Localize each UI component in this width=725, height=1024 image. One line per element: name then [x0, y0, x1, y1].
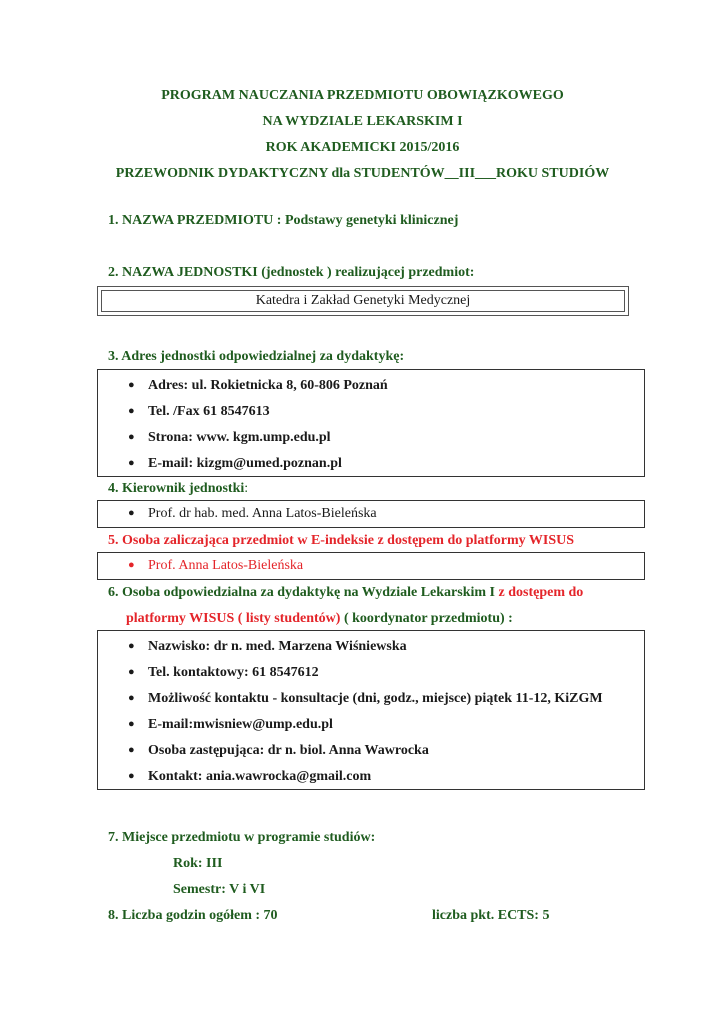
list-item: ● Kontakt: ania.wawrocka@gmail.com	[128, 769, 372, 784]
unit-name: Katedra i Zakład Genetyki Medycznej	[255, 293, 471, 308]
bullet-icon: ●	[128, 457, 135, 469]
header-line-3: ROK AKADEMICKI 2015/2016	[265, 140, 460, 155]
header-line-4: PRZEWODNIK DYDAKTYCZNY dla STUDENTÓW__III___ROKU STUDIÓW	[115, 166, 610, 181]
list-item: ● Nazwisko: dr n. med. Marzena Wiśniewska	[128, 639, 407, 654]
list-item: ● Osoba zastępująca: dr n. biol. Anna Wawrocka	[128, 743, 429, 758]
bullet-icon: ●	[128, 431, 135, 443]
section-8-title: 8. Liczba godzin ogółem : 70	[108, 908, 278, 923]
list-item: ● Prof. dr hab. med. Anna Latos-Bieleńska	[128, 506, 377, 521]
bullet-icon: ●	[128, 692, 135, 704]
list-item: ● Adres: ul. Rokietnicka 8, 60-806 Poznań	[128, 378, 388, 393]
header-line-1: PROGRAM NAUCZANIA PRZEDMIOTU OBOWIĄZKOWEGO	[161, 88, 564, 103]
bullet-icon: ●	[128, 559, 135, 571]
header-line-2: NA WYDZIALE LEKARSKIM I	[262, 114, 463, 129]
semester-value: Semestr: V i VI	[173, 882, 266, 897]
bullet-icon: ●	[128, 640, 135, 652]
list-item: ● Prof. Anna Latos-Bieleńska	[128, 558, 304, 573]
ects-value: liczba pkt. ECTS: 5	[432, 908, 550, 923]
list-item: ● Tel. /Fax 61 8547613	[128, 404, 270, 419]
bullet-icon: ●	[128, 666, 135, 678]
section-1-title: 1. NAZWA PRZEDMIOTU : Podstawy genetyki klinicznej	[108, 213, 459, 228]
section-6-title-cont: platformy WISUS ( listy studentów) ( koordynator przedmiotu) :	[126, 611, 513, 626]
bullet-icon: ●	[128, 770, 135, 782]
list-item: ● Strona: www. kgm.ump.edu.pl	[128, 430, 331, 445]
section-7-title: 7. Miejsce przedmiotu w programie studiów:	[108, 830, 376, 845]
year-value: Rok: III	[173, 856, 223, 871]
list-item: ● Tel. kontaktowy: 61 8547612	[128, 665, 319, 680]
bullet-icon: ●	[128, 744, 135, 756]
bullet-icon: ●	[128, 718, 135, 730]
section-2-title: 2. NAZWA JEDNOSTKI (jednostek ) realizującej przedmiot:	[108, 265, 475, 280]
bullet-icon: ●	[128, 507, 135, 519]
bullet-icon: ●	[128, 405, 135, 417]
section-6-title: 6. Osoba odpowiedzialna za dydaktykę na Wydziale Lekarskim I z dostępem do	[108, 585, 584, 600]
list-item: ● Możliwość kontaktu - konsultacje (dni, godz., miejsce) piątek 11-12, KiZGM	[128, 691, 603, 706]
section-5-title: 5. Osoba zaliczająca przedmiot w E-indeksie z dostępem do platformy WISUS	[108, 533, 574, 548]
unit-name-box	[97, 286, 629, 316]
list-item: ● E-mail: kizgm@umed.poznan.pl	[128, 456, 342, 471]
list-item: ● E-mail:mwisniew@ump.edu.pl	[128, 717, 333, 732]
section-3-title: 3. Adres jednostki odpowiedzialnej za dydaktykę:	[108, 349, 405, 364]
bullet-icon: ●	[128, 379, 135, 391]
section-4-title: 4. Kierownik jednostki:	[108, 481, 249, 496]
